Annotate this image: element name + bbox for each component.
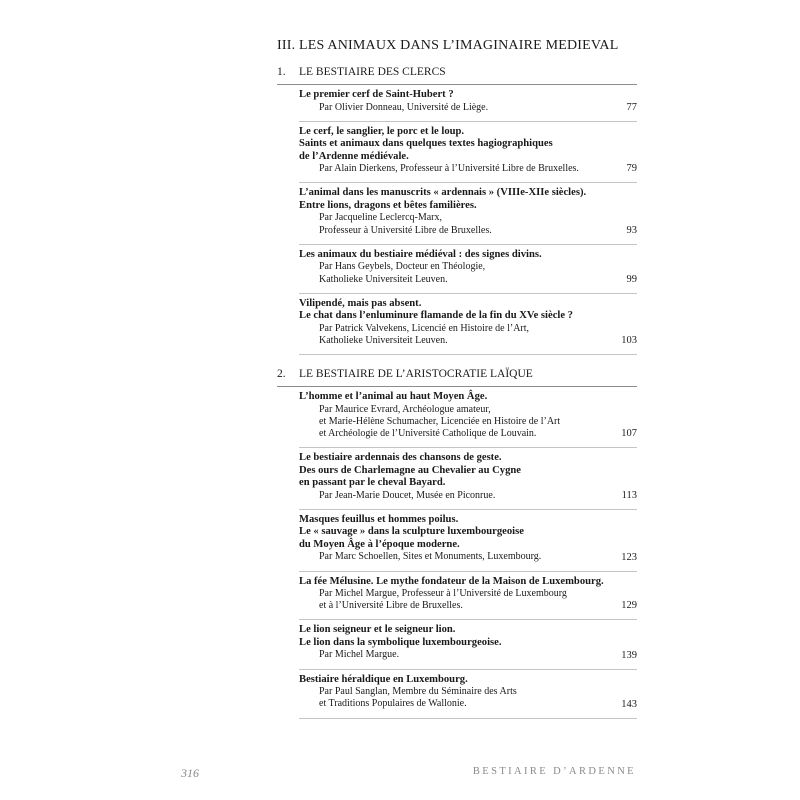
entry-title-line: L’homme et l’animal au haut Moyen Âge. [299,391,488,402]
section-number: 2. [277,368,286,380]
toc-entry [299,183,637,244]
toc-entry [299,510,637,572]
entry-title-line: Le cerf, le sanglier, le porc et le loup. [299,125,465,137]
entry-page-number: 93 [626,224,637,236]
toc-entry [299,85,637,122]
entry-author-line: et à l’Université Libre de Bruxelles. [319,600,463,612]
section-clercs [277,64,637,355]
entry-title-line: L’animal dans les manuscrits « ardennais » (VIIIe-XIIe siècles). [299,187,587,199]
entry-page-number: 107 [621,428,637,440]
entry-title-line: du Moyen Âge à l’époque moderne. [299,538,460,550]
entry-page-number: 99 [626,273,637,285]
toc-entry-list [277,85,637,355]
entry-title-line: Bestiaire héraldique en Luxembourg. [299,673,468,685]
entry-page-number: 103 [621,335,637,347]
entry-author-line: Par Hans Geybels, Docteur en Théologie, [319,261,486,273]
section-number: 1. [277,66,286,78]
entry-title-line: Des ours de Charlemagne au Chevalier au Cygne [299,464,521,476]
entry-author-line: Katholieke Universiteit Leuven. [319,273,448,285]
entry-page-number: 79 [626,163,637,175]
entry-page-number: 77 [626,101,637,113]
toc-entry [299,245,637,294]
entry-author-line: Katholieke Universiteit Leuven. [319,334,448,346]
toc-entry [299,294,637,355]
entry-author-line: Par Marc Schoellen, Sites et Monuments, Luxembourg. [319,551,542,563]
part-title: III. LES ANIMAUX DANS L’IMAGINAIRE MEDIEVAL [277,38,619,53]
entry-title-line: La fée Mélusine. Le mythe fondateur de la Maison de Luxembourg. [299,575,604,587]
toc-entry [299,670,637,719]
toc-entry [299,448,637,510]
entry-author-line: Par Michel Margue, Professeur à l’Université de Luxembourg [319,588,567,600]
entry-page-number: 123 [621,551,637,563]
entry-page-number: 143 [621,698,637,710]
entry-author-line: Par Alain Dierkens, Professeur à l’Université Libre de Bruxelles. [319,163,579,175]
entry-author-line: Par Jacqueline Leclercq-Marx, [319,212,442,224]
entry-title-line: Entre lions, dragons et bêtes familières. [299,199,477,211]
entry-title-line: Le bestiaire ardennais des chansons de geste. [299,452,502,464]
toc-entry [299,122,637,184]
entry-title-line: en passant par le cheval Bayard. [299,477,446,489]
section-aristocratie [277,366,637,719]
page-number: 316 [181,766,199,780]
toc-entry-list [277,387,637,719]
entry-page-number: 139 [621,649,637,661]
entry-title-line: Saints et animaux dans quelques textes hagiographiques [299,138,553,150]
section-title: LE BESTIAIRE DES CLERCS [299,66,446,78]
entry-author-line: Par Olivier Donneau, Université de Liège. [319,101,489,113]
entry-author-line: Par Maurice Evrard, Archéologue amateur, [319,403,491,415]
section-title: LE BESTIAIRE DE L’ARISTOCRATIE LAÏQUE [299,368,533,380]
running-footer-title: BESTIAIRE D’ARDENNE [472,766,636,777]
entry-author-line: Par Paul Sanglan, Membre du Séminaire des Arts [319,686,517,698]
entry-title-line: Le premier cerf de Saint-Hubert ? [299,89,454,100]
entry-page-number: 113 [621,489,637,501]
entry-title-line: Le lion seigneur et le seigneur lion. [299,624,456,636]
entry-author-line: et Marie-Hélène Schumacher, Licenciée en Histoire de l’Art [319,415,561,427]
entry-title-line: Le « sauvage » dans la sculpture luxembourgeoise [299,526,524,538]
entry-title-line: Le chat dans l’enluminure flamande de la fin du XVe siècle ? [299,310,573,322]
entry-author-line: Professeur à Université Libre de Bruxelles. [319,224,492,236]
entry-title-line: Les animaux du bestiaire médiéval : des signes divins. [299,248,542,260]
toc-entry [299,387,637,448]
entry-page-number: 129 [621,600,637,612]
section-heading [277,64,637,80]
entry-author-line: et Archéologie de l’Université Catholique de Louvain. [319,427,537,439]
toc-entry [299,572,637,621]
section-heading [277,366,637,382]
entry-author-line: et Traditions Populaires de Wallonie. [319,698,467,710]
entry-title-line: Vilipendé, mais pas absent. [299,297,422,309]
entry-author-line: Par Jean-Marie Doucet, Musée en Piconrue. [319,489,496,501]
entry-author-line: Par Patrick Valvekens, Licencié en Histoire de l’Art, [319,322,530,334]
entry-author-line: Par Michel Margue. [319,649,400,661]
entry-title-line: Le lion dans la symbolique luxembourgeoise. [299,636,502,648]
toc-entry [299,620,637,669]
entry-title-line: de l’Ardenne médiévale. [299,150,409,162]
entry-title-line: Masques feuillus et hommes poilus. [299,513,459,525]
